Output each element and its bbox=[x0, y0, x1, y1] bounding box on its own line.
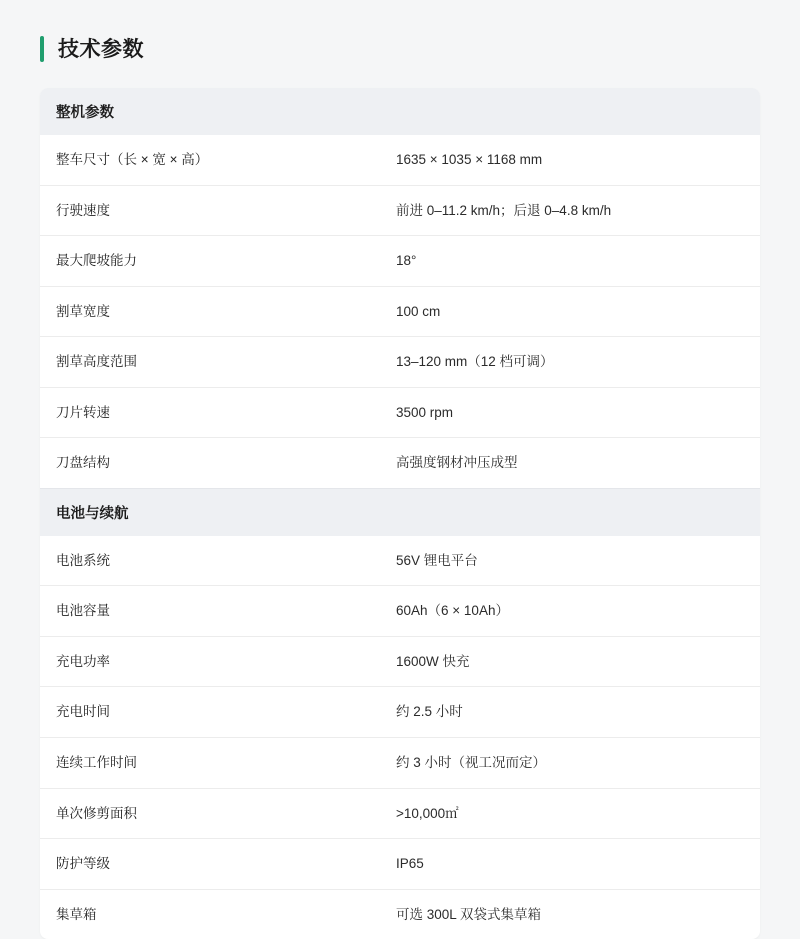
spec-value: 100 cm bbox=[396, 303, 441, 319]
spec-key: 单次修剪面积 bbox=[56, 805, 137, 821]
spec-value: 60Ah（6 × 10Ah） bbox=[396, 603, 509, 619]
spec-value: 可选 300L 双袋式集草箱 bbox=[396, 906, 542, 922]
spec-value: 前进 0–11.2 km/h；后退 0–4.8 km/h bbox=[396, 202, 612, 218]
spec-key: 割草宽度 bbox=[56, 303, 110, 319]
spec-value: 高强度钢材冲压成型 bbox=[396, 455, 518, 471]
table-row bbox=[40, 185, 760, 236]
spec-key: 整车尺寸（长 × 宽 × 高） bbox=[56, 152, 209, 167]
spec-section bbox=[40, 488, 760, 939]
table-row bbox=[40, 889, 760, 939]
page-title-row bbox=[40, 36, 760, 62]
table-row bbox=[40, 687, 760, 738]
spec-key: 刀盘结构 bbox=[56, 455, 110, 471]
spec-key: 行驶速度 bbox=[56, 202, 110, 218]
spec-key: 充电时间 bbox=[56, 704, 110, 720]
spec-sections bbox=[40, 88, 760, 939]
spec-value: 1600W 快充 bbox=[396, 653, 470, 669]
spec-key: 连续工作时间 bbox=[56, 755, 137, 771]
title-accent-bar bbox=[40, 36, 44, 62]
spec-card bbox=[40, 88, 760, 939]
spec-value: 18° bbox=[396, 253, 417, 269]
spec-key: 集草箱 bbox=[56, 906, 97, 922]
spec-value: 56V 锂电平台 bbox=[396, 552, 478, 568]
spec-section bbox=[40, 88, 760, 488]
table-row bbox=[40, 135, 760, 185]
spec-value: >10,000㎡ bbox=[396, 805, 459, 821]
spec-value: 约 2.5 小时 bbox=[396, 704, 463, 720]
spec-section-header: 电池与续航 bbox=[40, 488, 760, 536]
table-row bbox=[40, 839, 760, 890]
spec-key: 割草高度范围 bbox=[56, 354, 137, 370]
spec-table bbox=[40, 135, 760, 488]
table-row bbox=[40, 387, 760, 438]
spec-section-header: 整机参数 bbox=[40, 88, 760, 135]
table-row bbox=[40, 788, 760, 839]
table-row bbox=[40, 586, 760, 637]
table-row bbox=[40, 536, 760, 586]
table-row bbox=[40, 236, 760, 287]
spec-key: 电池容量 bbox=[56, 603, 110, 619]
spec-key: 最大爬坡能力 bbox=[56, 253, 137, 269]
spec-value: 13–120 mm（12 档可调） bbox=[396, 354, 554, 370]
spec-table bbox=[40, 536, 760, 939]
page-title: 技术参数 bbox=[58, 37, 144, 61]
table-row bbox=[40, 337, 760, 388]
spec-key: 刀片转速 bbox=[56, 404, 110, 420]
spec-value: 约 3 小时（视工况而定） bbox=[396, 755, 547, 771]
spec-key: 电池系统 bbox=[56, 552, 110, 568]
table-row bbox=[40, 286, 760, 337]
table-row bbox=[40, 738, 760, 789]
spec-value: 1635 × 1035 × 1168 mm bbox=[396, 152, 543, 167]
table-row bbox=[40, 438, 760, 488]
spec-key: 充电功率 bbox=[56, 653, 110, 669]
spec-value: IP65 bbox=[396, 856, 424, 872]
table-row bbox=[40, 636, 760, 687]
spec-value: 3500 rpm bbox=[396, 404, 454, 420]
spec-key: 防护等级 bbox=[56, 856, 110, 872]
